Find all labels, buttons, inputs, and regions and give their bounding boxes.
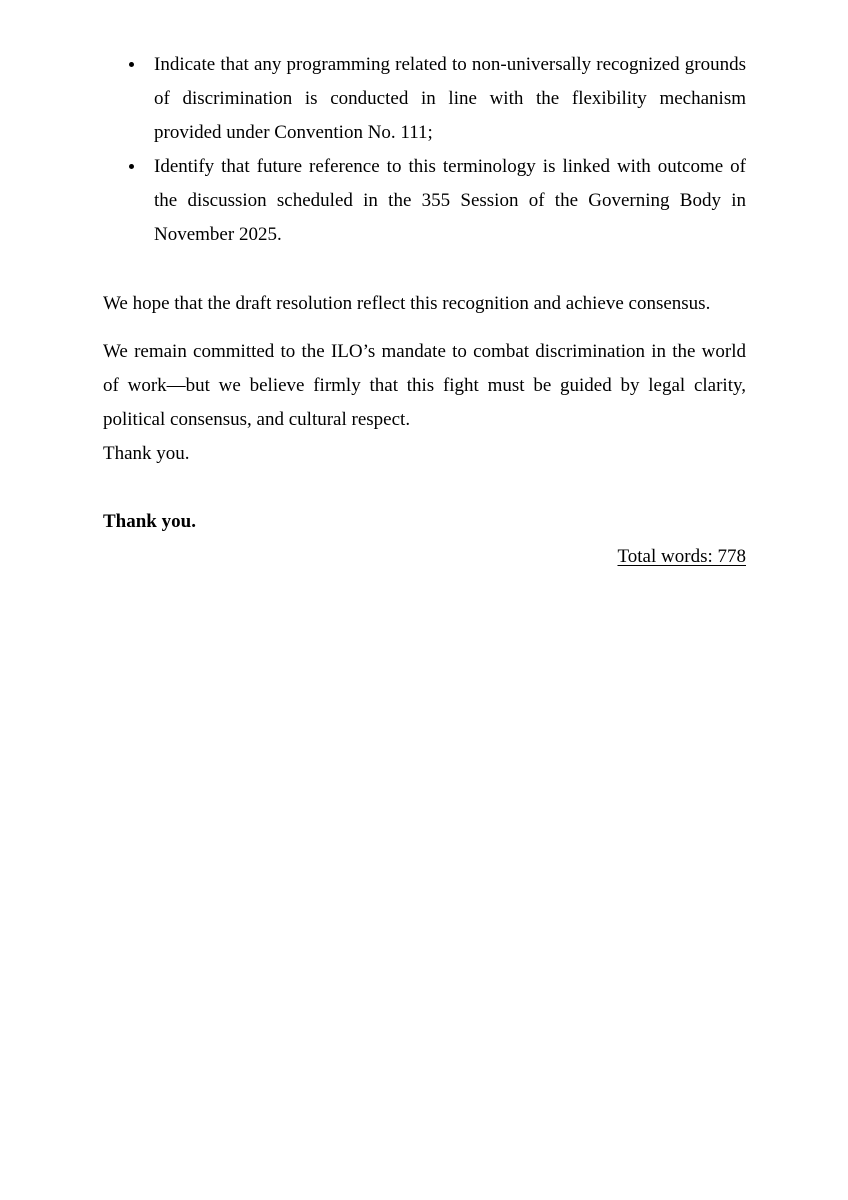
word-count: Total words: 778	[617, 546, 746, 567]
list-item	[103, 48, 746, 150]
bullet-dot-icon	[129, 62, 134, 67]
closing-thanks: Thank you.	[103, 443, 190, 464]
bullet-text: Indicate that any programming related to non-universally recognized grounds of discrimination is conducted in line with the flexibility mechanism provided under Convention No. 111;	[154, 54, 746, 143]
bullet-dot-icon	[129, 164, 134, 169]
closing-thanks-bold: Thank you.	[103, 511, 196, 532]
list-item	[103, 150, 746, 252]
paragraph-commitment: We remain committed to the ILO’s mandate to combat discrimination in the world of work—but we believe firmly that this fight must be guided by legal clarity, political consensus, and cultural respect.	[103, 341, 746, 430]
paragraph-hope: We hope that the draft resolution reflect this recognition and achieve consensus.	[103, 293, 711, 314]
bullet-text: Identify that future reference to this terminology is linked with outcome of the discussion scheduled in the 355 Session of the Governing Body in November 2025.	[154, 156, 746, 245]
bullet-list	[103, 48, 746, 252]
